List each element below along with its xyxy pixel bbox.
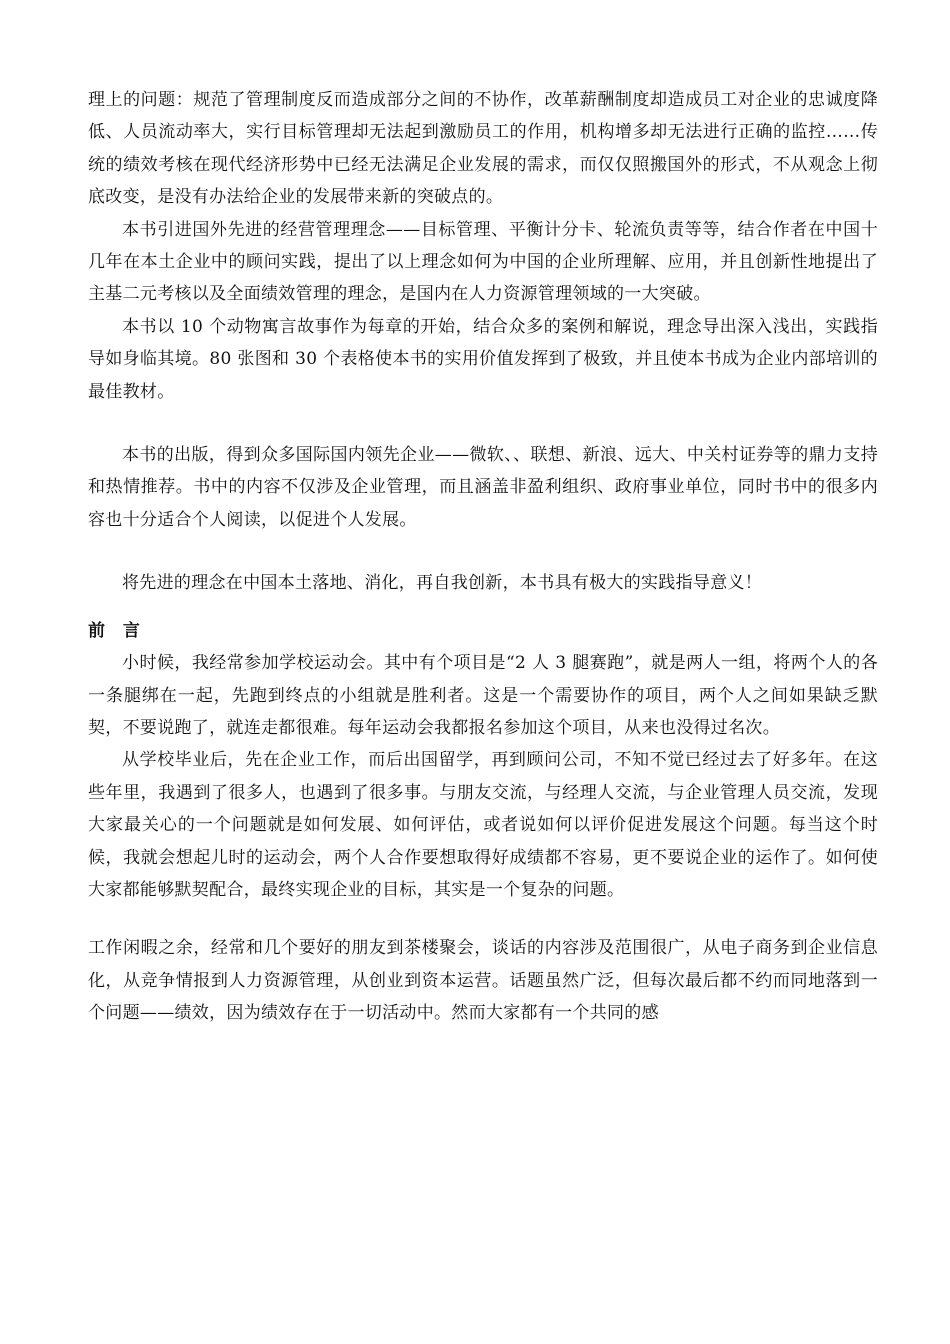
preface-paragraph-career: 从学校毕业后，先在企业工作，而后出国留学，再到顾问公司，不知不觉已经过去了好多年。在这些年里，我遇到了很多人，也遇到了很多事。与朋友交流，与经理人交流，与企业管理人员交流，发现大家最关心的一个问题就是如何发展、如何评估，或者说如何以评价促进发展这个问题。每当这个时候，我就会想起儿时的运动会，两个人合作要想取得好成绩都不容易，更不要说企业的运作了。如何使大家都能够默契配合，最终实现企业的目标，其实是一个复杂的问题。 (88, 750, 878, 900)
paragraph-book-support: 本书的出版，得到众多国际国内领先企业——微软、、联想、新浪、远大、中关村证券等的鼎力支持和热情推荐。书中的内容不仅涉及企业管理，而且涵盖非盈利组织、政府事业单位，同时书中的很多内容也十分适合个人阅读，以促进个人发展。 (88, 445, 878, 530)
document-page (88, 84, 878, 1030)
preface-paragraph-childhood: 小时候，我经常参加学校运动会。其中有个项目是“2 人 3 腿赛跑”，就是两人一组，将两个人的各一条腿绑在一起，先跑到终点的小组就是胜利者。这是一个需要协作的项目，两个人之间如果缺乏默契，不要说跑了，就连走都很难。每年运动会我都报名参加这个项目，从来也没得过名次。 (88, 653, 878, 738)
paragraph-book-structure: 本书以 10 个动物寓言故事作为每章的开始，结合众多的案例和解说，理念导出深入浅出，实践指导如身临其境。80 张图和 30 个表格使本书的实用价值发挥到了极致，并且使本书成为企业内部培训的最佳教材。 (88, 316, 878, 402)
preface-paragraph-teahouse: 工作闲暇之余，经常和几个要好的朋友到茶楼聚会，谈话的内容涉及范围很广，从电子商务到企业信息化，从竞争情报到人力资源管理，从创业到资本运营。话题虽然广泛，但每次最后都不约而同地落到一个问题——绩效，因为绩效存在于一切活动中。然而大家都有一个共同的感 (88, 938, 878, 1024)
paragraph-continued: 理上的问题：规范了管理制度反而造成部分之间的不协作，改革薪酬制度却造成员工对企业的忠诚度降低、人员流动率大，实行目标管理却无法起到激励员工的作用，机构增多却无法进行正确的监控……传统的绩效考核在现代经济形势中已经无法满足企业发展的需求，而仅仅照搬国外的形式，不从观念上彻底改变，是没有办法给企业的发展带来新的突破点的。 (88, 90, 878, 208)
paragraph-book-concepts: 本书引进国外先进的经营管理理念——目标管理、平衡计分卡、轮流负责等等，结合作者在中国十几年在本土企业中的顾问实践，提出了以上理念如何为中国的企业所理解、应用，并且创新性地提出了主基二元考核以及全面绩效管理的理念，是国内在人力资源管理领域的一大突破。 (88, 219, 878, 305)
preface-heading: 前 言 (88, 620, 146, 641)
paragraph-book-significance: 将先进的理念在中国本土落地、消化，再自我创新，本书具有极大的实践指导意义！ (122, 573, 763, 594)
